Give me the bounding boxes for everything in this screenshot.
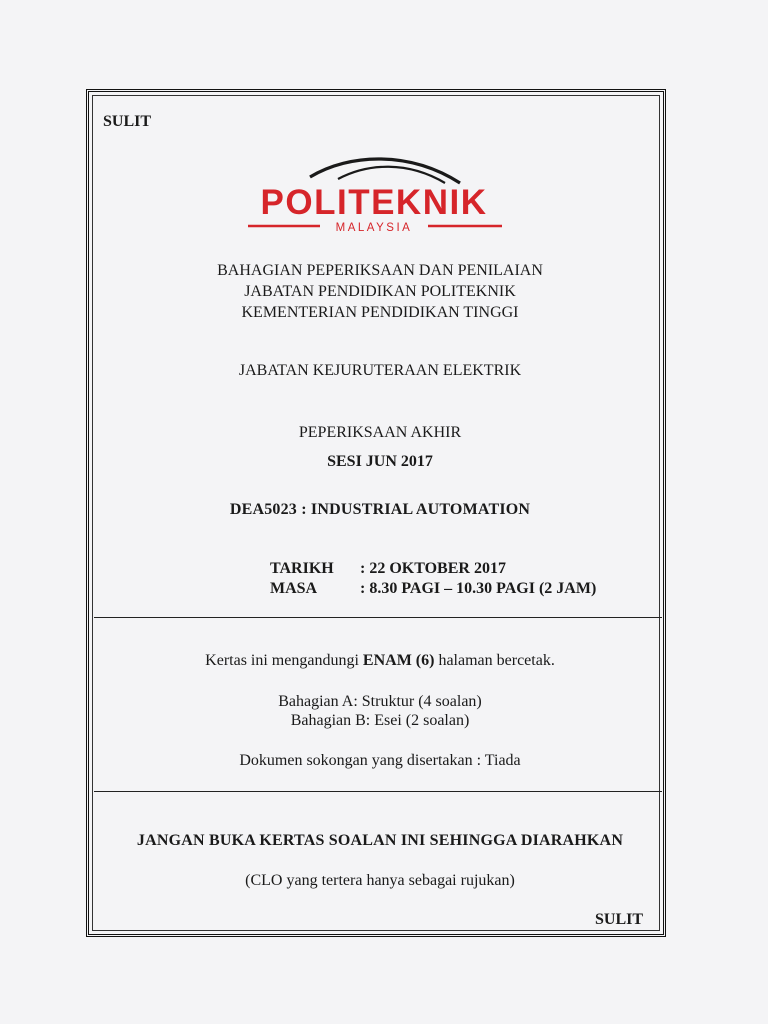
header-line-2: JABATAN PENDIDIKAN POLITEKNIK — [244, 283, 516, 300]
divider-bottom — [94, 791, 662, 792]
time-label: MASA — [270, 580, 318, 597]
pages-suffix: halaman bercetak. — [434, 652, 555, 669]
exam-session: SESI JUN 2017 — [327, 453, 433, 470]
date-row — [270, 560, 506, 578]
politeknik-logo — [240, 155, 508, 235]
do-not-open-warning: JANGAN BUKA KERTAS SOALAN INI SEHINGGA DIARAHKAN — [136, 832, 624, 849]
clo-note: (CLO yang tertera hanya sebagai rujukan) — [245, 872, 515, 889]
page-count-note — [90, 652, 670, 670]
pages-prefix: Kertas ini mengandungi — [205, 652, 363, 669]
part-a-info: Bahagian A: Struktur (4 soalan) — [278, 693, 482, 710]
svg-text:POLITEKNIK: POLITEKNIK — [260, 183, 488, 222]
header-line-1: BAHAGIAN PEPERIKSAAN DAN PENILAIAN — [217, 262, 543, 279]
supporting-documents-note: Dokumen sokongan yang disertakan : Tiada — [239, 752, 521, 769]
classification-bottom: SULIT — [595, 911, 644, 928]
department-name: JABATAN KEJURUTERAAN ELEKTRIK — [238, 362, 522, 379]
divider-top — [94, 617, 662, 618]
header-line-3: KEMENTERIAN PENDIDIKAN TINGGI — [241, 304, 519, 321]
pages-count: ENAM (6) — [362, 652, 435, 669]
classification-top: SULIT — [103, 113, 152, 130]
time-value: : 8.30 PAGI – 10.30 PAGI (2 JAM) — [360, 580, 597, 597]
svg-text:MALAYSIA: MALAYSIA — [335, 222, 413, 234]
date-label: TARIKH — [270, 560, 334, 577]
politeknik-logo-graphic — [240, 155, 508, 235]
exam-name: PEPERIKSAAN AKHIR — [298, 424, 462, 441]
date-value: : 22 OKTOBER 2017 — [360, 560, 506, 577]
course-title: DEA5023 : INDUSTRIAL AUTOMATION — [229, 501, 531, 518]
part-b-info: Bahagian B: Esei (2 soalan) — [290, 712, 470, 729]
time-row — [270, 580, 596, 598]
